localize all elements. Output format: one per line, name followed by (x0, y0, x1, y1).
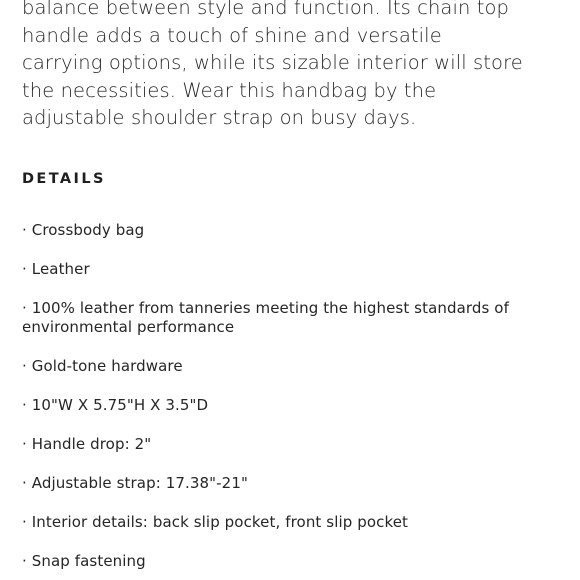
description-line: handle adds a touch of shine and versatile (22, 23, 442, 47)
details-list-item (22, 357, 562, 377)
details-item-text: 100% leather from tanneries meeting the highest standards of environmental performance (22, 298, 509, 336)
details-list-item (22, 260, 562, 280)
details-item-text: 10"W X 5.75"H X 3.5"D (31, 396, 209, 414)
details-list-item (22, 513, 562, 533)
details-list-item (22, 474, 562, 494)
details-list-item (22, 552, 562, 572)
bullet: · (22, 513, 27, 531)
bullet: · (22, 396, 27, 414)
details-item-text: Crossbody bag (31, 220, 145, 239)
details-list-item (22, 299, 562, 338)
bullet: · (22, 357, 27, 375)
details-heading: DETAILS (22, 170, 106, 187)
bullet: · (22, 259, 27, 278)
bullet: · (22, 220, 27, 239)
details-list-item (22, 221, 562, 241)
details-item-text: Handle drop: 2" (31, 435, 152, 453)
description-line: balance between style and function. Its chain top (22, 0, 510, 19)
details-item-text: Adjustable strap: 17.38"-21" (31, 474, 248, 492)
details-list (22, 221, 562, 572)
details-item-text: Leather (31, 259, 90, 278)
product-description (22, 0, 562, 132)
bullet: · (22, 474, 27, 492)
details-item-text: Interior details: back slip pocket, front slip pocket (31, 513, 409, 531)
description-line: adjustable shoulder strap on busy days. (22, 106, 417, 129)
details-item-text: Snap fastening (31, 552, 146, 570)
bullet: · (22, 298, 27, 317)
details-list-item (22, 396, 562, 416)
details-list-item (22, 435, 562, 455)
description-line: carrying options, while its sizable interior will store (22, 51, 523, 74)
product-content (22, 0, 562, 580)
bullet: · (22, 552, 27, 570)
details-item-text: Gold-tone hardware (31, 357, 183, 375)
bullet: · (22, 435, 27, 453)
description-line: the necessities. Wear this handbag by the (22, 78, 437, 102)
